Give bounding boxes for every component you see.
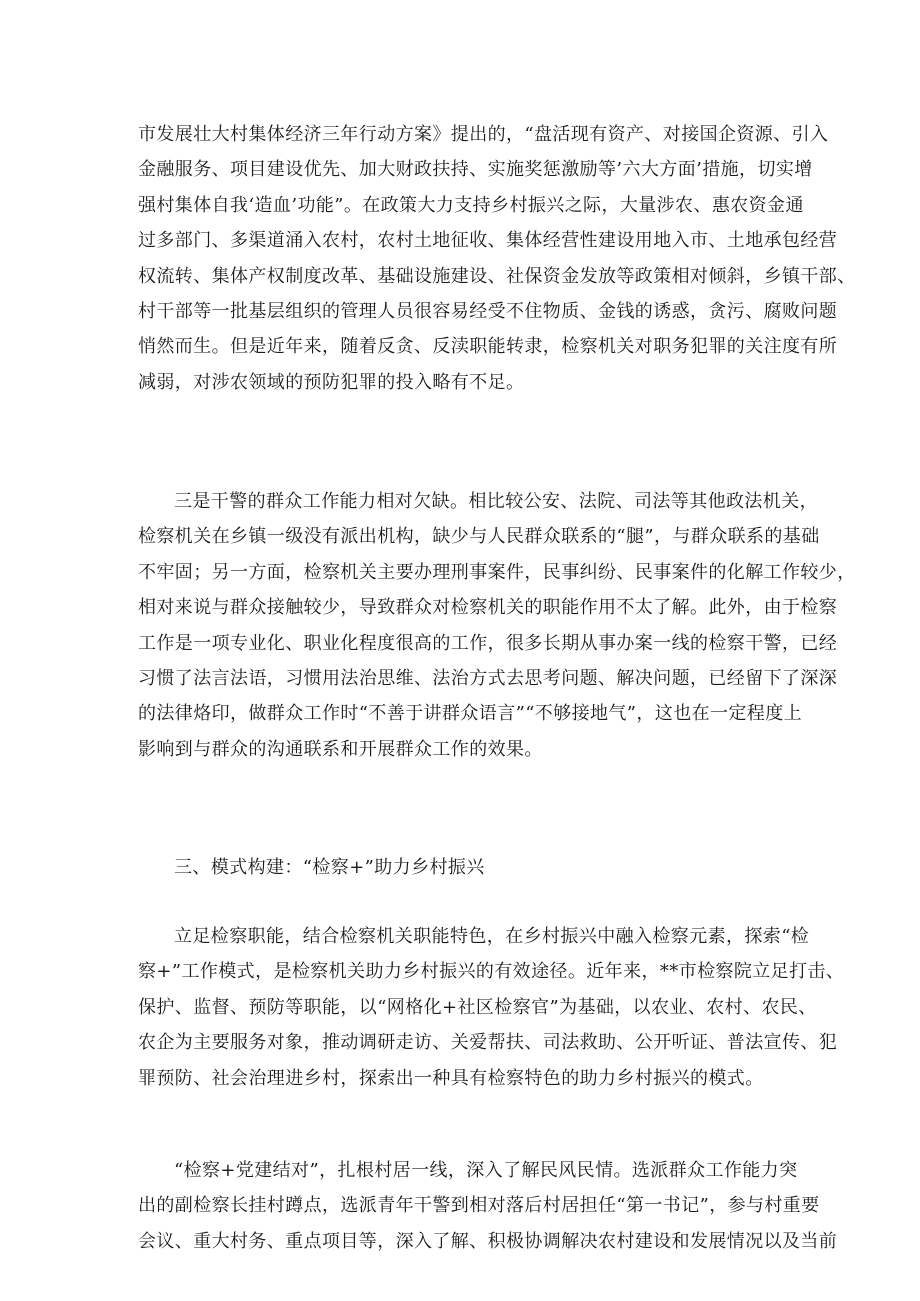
paragraph-line: 会议、重大村务、重点项目等，深入了解、积极协调解决农村建设和发展情况以及当前: [138, 1230, 838, 1252]
paragraph-line: 过多部门、多渠道涌入农村，农村土地征收、集体经营性建设用地入市、土地承包经营: [138, 230, 838, 252]
paragraph-line: 金融服务、项目建设优先、加大财政扶持、实施奖惩激励等’六大方面’措施，切实增: [138, 159, 813, 181]
paragraph-line: 不牢固；另一方面，检察机关主要办理刑事案件，民事纠纷、民事案件的化解工作较少，: [138, 561, 856, 583]
paragraph-line: 农企为主要服务对象，推动调研走访、关爱帮扶、司法救助、公开听证、普法宣传、犯: [138, 1032, 838, 1054]
paragraph-line: 权流转、集体产权制度改革、基础设施建设、社保资金发放等政策相对倾斜，乡镇干部、: [138, 265, 856, 287]
paragraph-line: 出的副检察长挂村蹲点，选派青年干警到相对落后村居担任“第一书记”，参与村重要: [138, 1195, 820, 1217]
paragraph-4: [138, 1153, 838, 1259]
paragraph-line: 减弱，对涉农领域的预防犯罪的投入略有不足。: [138, 371, 525, 393]
paragraph-line: 检察机关在乡镇一级没有派出机构，缺少与人民群众联系的“腿”，与群众联系的基础: [138, 526, 820, 548]
paragraph-line: 罪预防、社会治理进乡村，探索出一种具有检察特色的助力乡村振兴的模式。: [138, 1067, 764, 1089]
paragraph-line: 察+”工作模式，是检察机关助力乡村振兴的有效途径。近年来，**市检察院立足打击、: [138, 961, 845, 983]
section-heading-text: 三、模式构建：“检察+”助力乡村振兴: [174, 857, 485, 878]
paragraph-line: 相对来说与群众接触较少，导致群众对检察机关的职能作用不太了解。此外，由于检察: [138, 597, 838, 619]
paragraph-3: [138, 919, 845, 1096]
paragraph-2: [138, 484, 856, 767]
paragraph-line: “检察+党建结对”，扎根村居一线，深入了解民风民情。选派群众工作能力突: [174, 1160, 798, 1181]
paragraph-line: 强村集体自我‘造血’功能”。在政策大力支持乡村振兴之际，大量涉农、惠农资金通: [138, 194, 804, 216]
paragraph-line: 悄然而生。但是近年来，随着反贪、反渎职能转隶，检察机关对职务犯罪的关注度有所: [138, 336, 838, 358]
paragraph-line: 村干部等一批基层组织的管理人员很容易经受不住物质、金钱的诱惑，贪污、腐败问题: [138, 300, 838, 322]
paragraph-1: [138, 117, 856, 400]
paragraph-line: 保护、监督、预防等职能，以“网格化+社区检察官”为基础，以农业、农村、农民、: [138, 996, 817, 1018]
paragraph-line: 三是干警的群众工作能力相对欠缺。相比较公安、法院、司法等其他政法机关，: [174, 491, 818, 512]
paragraph-line: 市发展壮大村集体经济三年行动方案》提出的，“盘活现有资产、对接国企资源、引入: [138, 124, 829, 145]
paragraph-line: 工作是一项专业化、职业化程度很高的工作，很多长期从事办案一线的检察干警，已经: [138, 632, 838, 654]
paragraph-line: 立足检察职能，结合检察机关职能特色，在乡村振兴中融入检察元素，探索“检: [174, 926, 810, 947]
section-heading: [138, 850, 803, 885]
paragraph-line: 习惯了法言法语，习惯用法治思维、法治方式去思考问题、解决问题，已经留下了深深: [138, 667, 838, 689]
paragraph-line: 影响到与群众的沟通联系和开展群众工作的效果。: [138, 738, 543, 760]
paragraph-line: 的法律烙印，做群众工作时“不善于讲群众语言”“不够接地气”，这也在一定程度上: [138, 703, 803, 725]
